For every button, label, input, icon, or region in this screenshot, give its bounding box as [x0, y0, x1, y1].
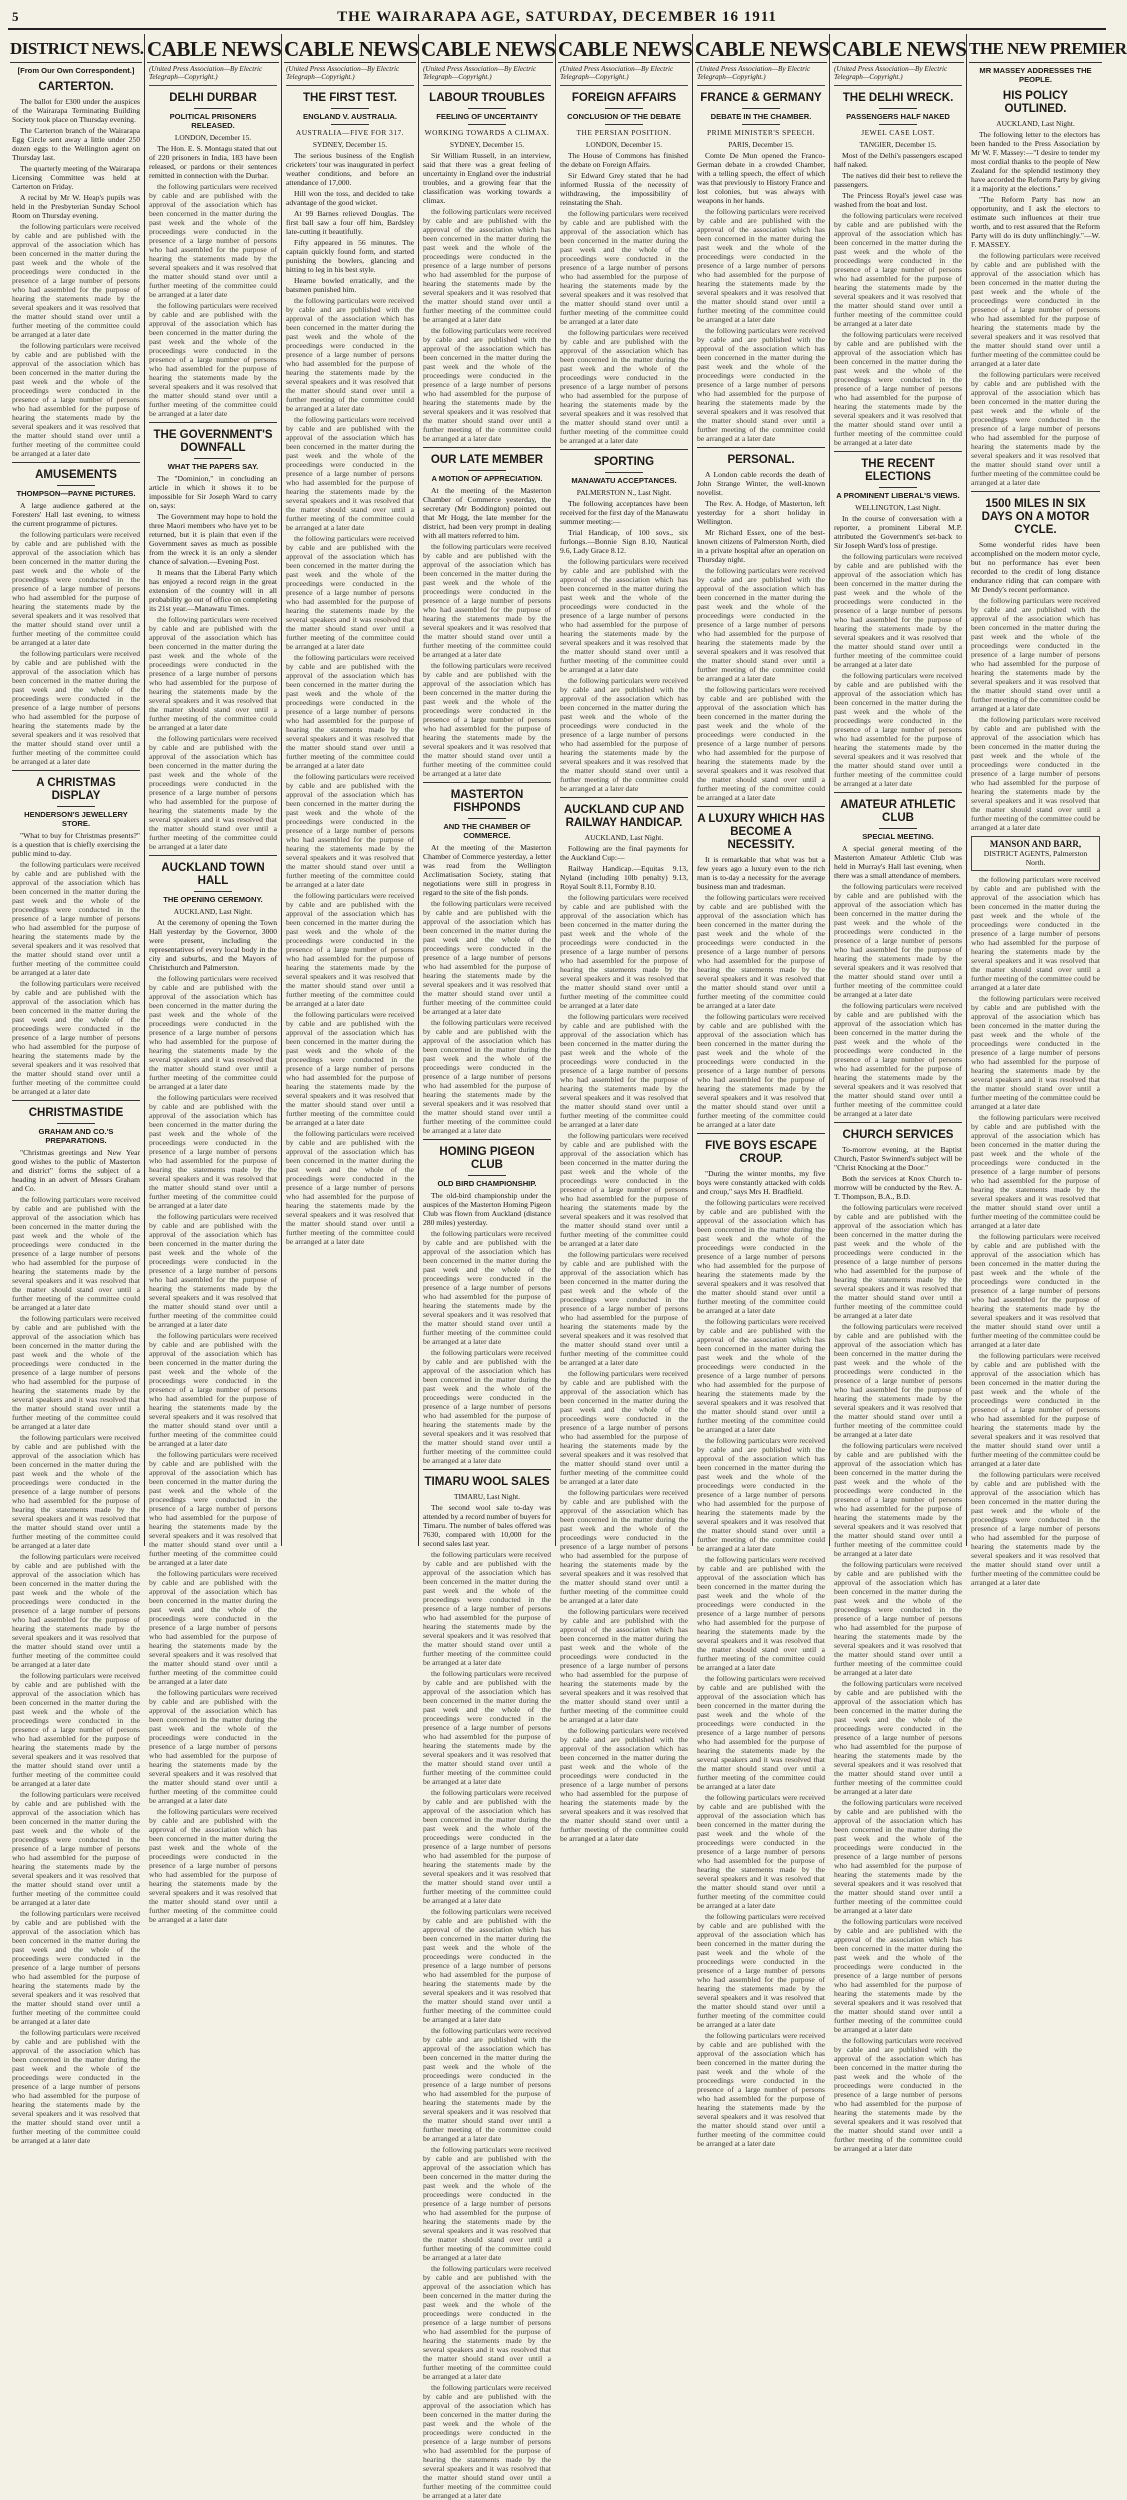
section-rule	[423, 1469, 551, 1470]
section-subheading-2: WORKING TOWARDS A CLIMAX.	[424, 127, 550, 137]
short-rule	[879, 487, 917, 488]
short-rule	[468, 1175, 506, 1176]
section-rule	[697, 806, 825, 807]
section-heading: AUCKLAND TOWN HALL	[161, 861, 265, 887]
article-paragraph: The following letter to the electors has been handed to the Press Association by Mr W. F. Massey:—"I desire to tender my most cordial thanks to the people of New Zealand for the splendid testimony they have accorded the Reform Party by giving it a majority at the elections."	[971, 130, 1100, 193]
column-heading: CABLE NEWS	[147, 37, 282, 61]
article-paragraph: A special general meeting of the Masterton Amateur Athletic Club was held in Murray's Hall last evening, when there was a small attendance of members.	[834, 843, 962, 880]
article-paragraph: the following particulars were received by cable and are published with the approval of the association which has been concerned in the matter during the past week and the whole of the proceedings were conducted in the presence of a large number of persons who had assembled for the purpose of hearing the statements made by the several speakers and it was resolved that the matter should stand over until a further meeting of the committee could be arranged at a later date	[560, 892, 688, 1010]
column-7	[830, 34, 967, 2153]
article-paragraph: The following acceptances have been received for the first day of the Manawatu summer meeting:—	[560, 498, 688, 526]
ad-heading: MANSON AND BARR,	[989, 839, 1082, 849]
article-paragraph: the following particulars were received by cable and are published with the approval of the association which has been concerned in the matter during the past week and the whole of the proceedings were conducted in the presence of a large number of persons who had assembled for the purpose of hearing the statements made by the several speakers and it was resolved that the matter should stand over until a further meeting of the committee could be arranged at a later date	[697, 1011, 825, 1129]
section-heading: CHURCH SERVICES	[842, 1128, 954, 1141]
dateline: AUCKLAND, Last Night.	[584, 832, 664, 842]
section-rule	[423, 447, 551, 448]
article-paragraph: the following particulars were received by cable and are published with the approval of the association which has been concerned in the matter during the past week and the whole of the proceedings were conducted in the presence of a large number of persons who had assembled for the purpose of hearing the statements made by the several speakers and it was resolved that the matter should stand over until a further meeting of the committee could be arranged at a later date	[834, 1440, 962, 1558]
short-rule	[605, 108, 643, 109]
article-paragraph: To-morrow evening, at the Baptist Church, Pastor Swinnerd's subject will be "Christ Knocking at the Door."	[834, 1144, 962, 1172]
article-paragraph: the following particulars were received by cable and are published with the approval of the association which has been concerned in the matter during the past week and the whole of the proceedings were conducted in the presence of a large number of persons who had assembled for the purpose of hearing the statements made by the several speakers and it was resolved that the matter should stand over until a further meeting of the committee could be arranged at a later date	[560, 675, 688, 793]
article-paragraph: the following particulars were received by cable and are published with the approval of the association which has been concerned in the matter during the past week and the whole of the proceedings were conducted in the presence of a large number of persons who had assembled for the purpose of hearing the statements made by the several speakers and it was resolved that the matter should stand over until a further meeting of the committee could be arranged at a later date	[149, 1211, 277, 1329]
article-paragraph: Both the services at Knox Church to-morrow will be conducted by the Rev. A. T. Thompson, B.A., B.D.	[834, 1173, 962, 1201]
article-paragraph: the following particulars were received by cable and are published with the approval of the association which has been concerned in the matter during the past week and the whole of the proceedings were conducted in the presence of a large number of persons who had assembled for the purpose of hearing the statements made by the several speakers and it was resolved that the matter should stand over until a further meeting of the committee could be arranged at a later date	[149, 1806, 277, 1924]
column-heading: CABLE NEWS	[421, 37, 556, 61]
article-paragraph: the following particulars were received by cable and are published with the approval of the association which has been concerned in the matter during the past week and the whole of the proceedings were conducted in the presence of a large number of persons who had assembled for the purpose of hearing the statements made by the several speakers and it was resolved that the matter should stand over until a further meeting of the committee could be arranged at a later date	[149, 181, 277, 299]
article-paragraph: the following particulars were received by cable and are published with the approval of the association which has been concerned in the matter during the past week and the whole of the proceedings were conducted in the presence of a large number of persons who had assembled for the purpose of hearing the statements made by the several speakers and it was resolved that the matter should stand over until a further meeting of the committee could be arranged at a later date	[12, 1909, 140, 2026]
short-rule	[879, 124, 917, 125]
article-paragraph: the following particulars were received by cable and are published with the approval of the association which has been concerned in the matter during the past week and the whole of the proceedings were conducted in the presence of a large number of persons who had assembled for the purpose of hearing the statements made by the several speakers and it was resolved that the matter should stand over until a further meeting of the committee could be arranged at a later date	[12, 2028, 140, 2145]
article-paragraph: the following particulars were received by cable and are published with the approval of the association which has been concerned in the matter during the past week and the whole of the proceedings were conducted in the presence of a large number of persons who had assembled for the purpose of hearing the statements made by the several speakers and it was resolved that the matter should stand over until a further meeting of the committee could be arranged at a later date	[971, 715, 1100, 832]
article-paragraph: the following particulars were received by cable and are published with the approval of the association which has been concerned in the matter during the past week and the whole of the proceedings were conducted in the presence of a large number of persons who had assembled for the purpose of hearing the statements made by the several speakers and it was resolved that the matter should stand over until a further meeting of the committee could be arranged at a later date	[12, 649, 140, 766]
article-paragraph: the following particulars were received by cable and are published with the approval of the association which has been concerned in the matter during the past week and the whole of the proceedings were conducted in the presence of a large number of persons who had assembled for the purpose of hearing the statements made by the several speakers and it was resolved that the matter should stand over until a further meeting of the committee could be arranged at a later date	[423, 1787, 551, 1905]
section-subheading-2: AUSTRALIA—FIVE FOR 317.	[295, 127, 405, 137]
short-rule	[194, 108, 232, 109]
article-paragraph: the following particulars were received by cable and are published with the approval of the association which has been concerned in the matter during the past week and the whole of the proceedings were conducted in the presence of a large number of persons who had assembled for the purpose of hearing the statements made by the several speakers and it was resolved that the matter should stand over until a further meeting of the committee could be arranged at a later date	[834, 1202, 962, 1320]
article-paragraph: the following particulars were received by cable and are published with the approval of the association which has been concerned in the matter during the past week and the whole of the proceedings were conducted in the presence of a large number of persons who had assembled for the purpose of hearing the statements made by the several speakers and it was resolved that the matter should stand over until a further meeting of the committee could be arranged at a later date	[834, 2035, 962, 2153]
article-paragraph: the following particulars were received by cable and are published with the approval of the association which has been concerned in the matter during the past week and the whole of the proceedings were conducted in the presence of a large number of persons who had assembled for the purpose of hearing the statements made by the several speakers and it was resolved that the matter should stand over until a further meeting of the committee could be arranged at a later date	[697, 1316, 825, 1434]
article-paragraph: the following particulars were received by cable and are published with the approval of the association which has been concerned in the matter during the past week and the whole of the proceedings were conducted in the presence of a large number of persons who had assembled for the purpose of hearing the statements made by the several speakers and it was resolved that the matter should stand over until a further meeting of the committee could be arranged at a later date	[286, 771, 414, 889]
article-paragraph: the following particulars were received by cable and are published with the approval of the association which has been concerned in the matter during the past week and the whole of the proceedings were conducted in the presence of a large number of persons who had assembled for the purpose of hearing the statements made by the several speakers and it was resolved that the matter should stand over until a further meeting of the committee could be arranged at a later date	[286, 1009, 414, 1127]
column-heading: DISTRICT NEWS.	[10, 36, 142, 63]
article-paragraph: the following particulars were received by cable and are published with the approval of the association which has been concerned in the matter during the past week and the whole of the proceedings were conducted in the presence of a large number of persons who had assembled for the purpose of hearing the statements made by the several speakers and it was resolved that the matter should stand over until a further meeting of the committee could be arranged at a later date	[971, 370, 1100, 487]
article-paragraph: the following particulars were received by cable and are published with the approval of the association which has been concerned in the matter during the past week and the whole of the proceedings were conducted in the presence of a large number of persons who had assembled for the purpose of hearing the statements made by the several speakers and it was resolved that the matter should stand over until a further meeting of the committee could be arranged at a later date	[971, 875, 1100, 992]
section-rule	[697, 447, 825, 448]
dateline: TIMARU, Last Night.	[453, 1491, 521, 1501]
article-paragraph: the following particulars were received by cable and are published with the approval of the association which has been concerned in the matter during the past week and the whole of the proceedings were conducted in the presence of a large number of persons who had assembled for the purpose of hearing the statements made by the several speakers and it was resolved that the matter should stand over until a further meeting of the committee could be arranged at a later date	[286, 414, 414, 532]
article-paragraph: the following particulars were received by cable and are published with the approval of the association which has been concerned in the matter during the past week and the whole of the proceedings were conducted in the presence of a large number of persons who had assembled for the purpose of hearing the statements made by the several speakers and it was resolved that the matter should stand over until a further meeting of the committee could be arranged at a later date	[12, 530, 140, 647]
article-paragraph: the following particulars were received by cable and are published with the approval of the association which has been concerned in the matter during the past week and the whole of the proceedings were conducted in the presence of a large number of persons who had assembled for the purpose of hearing the statements made by the several speakers and it was resolved that the matter should stand over until a further meeting of the committee could be arranged at a later date	[423, 2025, 551, 2143]
article-paragraph: the following particulars were received by cable and are published with the approval of the association which has been concerned in the matter during the past week and the whole of the proceedings were conducted in the presence of a large number of persons who had assembled for the purpose of hearing the statements made by the several speakers and it was resolved that the matter should stand over until a further meeting of the committee could be arranged at a later date	[12, 1433, 140, 1550]
article-paragraph: Hill won the toss, and decided to take advantage of the good wicket.	[286, 188, 414, 207]
short-rule	[468, 108, 506, 109]
section-rule	[423, 1139, 551, 1140]
section-rule	[971, 491, 1100, 492]
article-paragraph: The second wool sale to-day was attended by a record number of buyers for Timaru. The number of bales offered was 7630, compared with 10,000 for the second sales last year.	[423, 1502, 551, 1548]
section-heading: THE GOVERNMENT'S DOWNFALL	[153, 428, 273, 454]
article-paragraph: The Carterton branch of the Wairarapa Egg Circle sent away a little under 250 dozen eggs to the Wellington agent on Thursday last.	[12, 126, 140, 162]
article-paragraph: At the ceremony of opening the Town Hall yesterday by the Governor, 3000 were present, including the representatives of every local body in the city and suburbs, and the Mayors of Christchurch and Palmerston.	[149, 917, 277, 972]
section-heading: FRANCE & GERMANY	[700, 91, 822, 104]
article-paragraph: the following particulars were received by cable and are published with the approval of the association which has been concerned in the matter during the past week and the whole of the proceedings were conducted in the presence of a large number of persons who had assembled for the purpose of hearing the statements made by the several speakers and it was resolved that the matter should stand over until a further meeting of the committee could be arranged at a later date	[834, 1678, 962, 1796]
article-paragraph: the following particulars were received by cable and are published with the approval of the association which has been concerned in the matter during the past week and the whole of the proceedings were conducted in the presence of a large number of persons who had assembled for the purpose of hearing the statements made by the several speakers and it was resolved that the matter should stand over until a further meeting of the committee could be arranged at a later date	[971, 1351, 1100, 1468]
masthead	[8, 6, 1106, 30]
section-heading: OUR LATE MEMBER	[430, 453, 544, 466]
article-paragraph: the following particulars were received by cable and are published with the approval of the association which has been concerned in the matter during the past week and the whole of the proceedings were conducted in the presence of a large number of persons who had assembled for the purpose of hearing the statements made by the several speakers and it was resolved that the matter should stand over until a further meeting of the committee could be arranged at a later date	[971, 1232, 1100, 1349]
column-byline: (United Press Association—By Electric Telegraph—Copyright.)	[286, 65, 414, 86]
short-rule	[742, 124, 780, 125]
article-paragraph: the following particulars were received by cable and are published with the approval of the association which has been concerned in the matter during the past week and the whole of the proceedings were conducted in the presence of a large number of persons who had assembled for the purpose of hearing the statements made by the several speakers and it was resolved that the matter should stand over until a further meeting of the committee could be arranged at a later date	[423, 1228, 551, 1346]
dateline: SYDNEY, December 15.	[312, 139, 388, 149]
column-heading: CABLE NEWS	[695, 37, 830, 61]
article-paragraph: the following particulars were received by cable and are published with the approval of the association which has been concerned in the matter during the past week and the whole of the proceedings were conducted in the presence of a large number of persons who had assembled for the purpose of hearing the statements made by the several speakers and it was resolved that the matter should stand over until a further meeting of the committee could be arranged at a later date	[560, 208, 688, 326]
article-paragraph: the following particulars were received by cable and are published with the approval of the association which has been concerned in the matter during the past week and the whole of the proceedings were conducted in the presence of a large number of persons who had assembled for the purpose of hearing the statements made by the several speakers and it was resolved that the matter should stand over until a further meeting of the committee could be arranged at a later date	[286, 295, 414, 413]
article-paragraph: the following particulars were received by cable and are published with the approval of the association which has been concerned in the matter during the past week and the whole of the proceedings were conducted in the presence of a large number of persons who had assembled for the purpose of hearing the statements made by the several speakers and it was resolved that the matter should stand over until a further meeting of the committee could be arranged at a later date	[12, 1552, 140, 1669]
section-subheading: THOMPSON—PAYNE PICTURES.	[16, 489, 136, 498]
section-rule	[149, 422, 277, 423]
column-byline: (United Press Association—By Electric Telegraph—Copyright.)	[834, 65, 962, 86]
article-paragraph: the following particulars were received by cable and are published with the approval of the association which has been concerned in the matter during the past week and the whole of the proceedings were conducted in the presence of a large number of persons who had assembled for the purpose of hearing the statements made by the several speakers and it was resolved that the matter should stand over until a further meeting of the committee could be arranged at a later date	[12, 222, 140, 339]
dateline: SYDNEY, December 15.	[449, 139, 525, 149]
article-paragraph: the following particulars were received by cable and are published with the approval of the association which has been concerned in the matter during the past week and the whole of the proceedings were conducted in the presence of a large number of persons who had assembled for the purpose of hearing the statements made by the several speakers and it was resolved that the matter should stand over until a further meeting of the committee could be arranged at a later date	[423, 660, 551, 778]
article-paragraph: the following particulars were received by cable and are published with the approval of the association which has been concerned in the matter during the past week and the whole of the proceedings were conducted in the presence of a large number of persons who had assembled for the purpose of hearing the statements made by the several speakers and it was resolved that the matter should stand over until a further meeting of the committee could be arranged at a later date	[834, 1559, 962, 1677]
article-paragraph: the following particulars were received by cable and are published with the approval of the association which has been concerned in the matter during the past week and the whole of the proceedings were conducted in the presence of a large number of persons who had assembled for the purpose of hearing the statements made by the several speakers and it was resolved that the matter should stand over until a further meeting of the committee could be arranged at a later date	[834, 1321, 962, 1439]
section-subheading-2: PRIME MINISTER'S SPEECH.	[707, 127, 815, 137]
article-paragraph: the following particulars were received by cable and are published with the approval of the association which has been concerned in the matter during the past week and the whole of the proceedings were conducted in the presence of a large number of persons who had assembled for the purpose of hearing the statements made by the several speakers and it was resolved that the matter should stand over until a further meeting of the committee could be arranged at a later date	[286, 1128, 414, 1246]
column-3	[282, 34, 419, 1546]
article-paragraph: the following particulars were received by cable and are published with the approval of the association which has been concerned in the matter during the past week and the whole of the proceedings were conducted in the presence of a large number of persons who had assembled for the purpose of hearing the statements made by the several speakers and it was resolved that the matter should stand over until a further meeting of the committee could be arranged at a later date	[423, 1906, 551, 2024]
section-rule	[834, 1122, 962, 1123]
article-paragraph: the following particulars were received by cable and are published with the approval of the association which has been concerned in the matter during the past week and the whole of the proceedings were conducted in the presence of a large number of persons who had assembled for the purpose of hearing the statements made by the several speakers and it was resolved that the matter should stand over until a further meeting of the committee could be arranged at a later date	[286, 890, 414, 1008]
article-paragraph: the following particulars were received by cable and are published with the approval of the association which has been concerned in the matter during the past week and the whole of the proceedings were conducted in the presence of a large number of persons who had assembled for the purpose of hearing the statements made by the several speakers and it was resolved that the matter should stand over until a further meeting of the committee could be arranged at a later date	[12, 341, 140, 458]
section-heading: A CHRISTMAS DISPLAY	[36, 777, 116, 802]
article-paragraph: the following particulars were received by cable and are published with the approval of the association which has been concerned in the matter during the past week and the whole of the proceedings were conducted in the presence of a large number of persons who had assembled for the purpose of hearing the statements made by the several speakers and it was resolved that the matter should stand over until a further meeting of the committee could be arranged at a later date	[12, 1195, 140, 1312]
section-rule	[149, 855, 277, 856]
short-rule	[331, 108, 369, 109]
advertisement-box	[971, 836, 1100, 871]
column-byline: (United Press Association—By Electric Telegraph—Copyright.)	[149, 65, 277, 86]
article-paragraph: A large audience gathered at the Foresters' Hall last evening, to witness the current programme of pictures.	[12, 501, 140, 528]
section-heading: AUCKLAND CUP AND RAILWAY HANDICAP.	[563, 803, 685, 829]
article-paragraph: the following particulars were received by cable and are published with the approval of the association which has been concerned in the matter during the past week and the whole of the proceedings were conducted in the presence of a large number of persons who had assembled for the purpose of hearing the statements made by the several speakers and it was resolved that the matter should stand over until a further meeting of the committee could be arranged at a later date	[423, 898, 551, 1016]
article-paragraph: the following particulars were received by cable and are published with the approval of the association which has been concerned in the matter during the past week and the whole of the proceedings were conducted in the presence of a large number of persons who had assembled for the purpose of hearing the statements made by the several speakers and it was resolved that the matter should stand over until a further meeting of the committee could be arranged at a later date	[149, 1687, 277, 1805]
article-paragraph: the following particulars were received by cable and are published with the approval of the association which has been concerned in the matter during the past week and the whole of the proceedings were conducted in the presence of a large number of persons who had assembled for the purpose of hearing the statements made by the several speakers and it was resolved that the matter should stand over until a further meeting of the committee could be arranged at a later date	[697, 325, 825, 443]
article-paragraph: The old-bird championship under the auspices of the Masterton Homing Pigeon Club was flown from Auckland (distance 280 miles) yesterday.	[423, 1190, 551, 1227]
article-paragraph: the following particulars were received by cable and are published with the approval of the association which has been concerned in the matter during the past week and the whole of the proceedings were conducted in the presence of a large number of persons who had assembled for the purpose of hearing the statements made by the several speakers and it was resolved that the matter should stand over until a further meeting of the committee could be arranged at a later date	[697, 1673, 825, 1791]
section-rule	[12, 1100, 140, 1101]
section-heading: SPORTING	[593, 455, 655, 468]
article-paragraph: Trial Handicap, of 100 sovs., six furlongs.—Bonnie Sign 8.10, Nautical 9.6, Lady Grace 8.12.	[560, 527, 688, 555]
article-paragraph: the following particulars were received by cable and are published with the approval of the association which has been concerned in the matter during the past week and the whole of the proceedings were conducted in the presence of a large number of persons who had assembled for the purpose of hearing the statements made by the several speakers and it was resolved that the matter should stand over until a further meeting of the committee could be arranged at a later date	[149, 1330, 277, 1448]
column-8	[967, 34, 1127, 1587]
article-paragraph: A recital by Mr W. Heap's pupils was held in the Presbyterian Sunday School Room on Thursday evening.	[12, 193, 140, 220]
article-paragraph: At the meeting of the Masterton Chamber of Commerce yesterday, the secretary (Mr Boddington) pointed out that Mr Hogg, the late member for the district, had been very prompt in dealing with all matters referred to him.	[423, 485, 551, 540]
article-paragraph: the following particulars were received by cable and are published with the approval of the association which has been concerned in the matter during the past week and the whole of the proceedings were conducted in the presence of a large number of persons who had assembled for the purpose of hearing the statements made by the several speakers and it was resolved that the matter should stand over until a further meeting of the committee could be arranged at a later date	[697, 206, 825, 324]
article-paragraph: At 99 Barnes relieved Douglas. The first ball saw a four off him, Bardsley late-cutting it beautifully.	[286, 208, 414, 236]
ad-line: DISTRICT AGENTS, Palmerston North.	[983, 849, 1088, 867]
article-paragraph: It is remarkable that what was but a few years ago a luxury even to the rich man is to-day a necessity for the average business man and tradesman.	[697, 854, 825, 891]
section-subheading: FEELING OF UNCERTAINTY	[436, 111, 538, 121]
article-paragraph: the following particulars were received by cable and are published with the approval of the association which has been concerned in the matter during the past week and the whole of the proceedings were conducted in the presence of a large number of persons who had assembled for the purpose of hearing the statements made by the several speakers and it was resolved that the matter should stand over until a further meeting of the committee could be arranged at a later date	[423, 541, 551, 659]
dateline: AUCKLAND, Last Night.	[173, 906, 253, 916]
section-rule	[12, 770, 140, 771]
article-paragraph: the following particulars were received by cable and are published with the approval of the association which has been concerned in the matter during the past week and the whole of the proceedings were conducted in the presence of a large number of persons who had assembled for the purpose of hearing the statements made by the several speakers and it was resolved that the matter should stand over until a further meeting of the committee could be arranged at a later date	[834, 210, 962, 328]
article-paragraph: the following particulars were received by cable and are published with the approval of the association which has been concerned in the matter during the past week and the whole of the proceedings were conducted in the presence of a large number of persons who had assembled for the purpose of hearing the statements made by the several speakers and it was resolved that the matter should stand over until a further meeting of the committee could be arranged at a later date	[834, 329, 962, 447]
article-paragraph: the following particulars were received by cable and are published with the approval of the association which has been concerned in the matter during the past week and the whole of the proceedings were conducted in the presence of a large number of persons who had assembled for the purpose of hearing the statements made by the several speakers and it was resolved that the matter should stand over until a further meeting of the committee could be arranged at a later date	[560, 556, 688, 674]
article-paragraph: the following particulars were received by cable and are published with the approval of the association which has been concerned in the matter during the past week and the whole of the proceedings were conducted in the presence of a large number of persons who had assembled for the purpose of hearing the statements made by the several speakers and it was resolved that the matter should stand over until a further meeting of the committee could be arranged at a later date	[149, 1092, 277, 1210]
column-1	[8, 34, 145, 2145]
section-rule	[560, 797, 688, 798]
section-heading: CHRISTMASTIDE	[28, 1107, 124, 1119]
section-rule	[560, 449, 688, 450]
article-paragraph: the following particulars were received by cable and are published with the approval of the association which has been concerned in the matter during the past week and the whole of the proceedings were conducted in the presence of a large number of persons who had assembled for the purpose of hearing the statements made by the several speakers and it was resolved that the matter should stand over until a further meeting of the committee could be arranged at a later date	[423, 1668, 551, 1786]
short-rule	[57, 806, 95, 807]
column-byline: (United Press Association—By Electric Telegraph—Copyright.)	[560, 65, 688, 86]
short-rule	[57, 1123, 95, 1124]
column-heading: CABLE NEWS	[284, 37, 419, 61]
short-rule	[468, 470, 506, 471]
article-paragraph: Sir Edward Grey stated that he had informed Russia of the necessity of withdrawing, the impossibility of reinstating the Shah.	[560, 170, 688, 207]
article-paragraph: The serious business of the English cricketers' tour was inaugurated in perfect weather conditions, and before an attendance of 17,000.	[286, 150, 414, 187]
article-paragraph: the following particulars were received by cable and are published with the approval of the association which has been concerned in the matter during the past week and the whole of the proceedings were conducted in the presence of a large number of persons who had assembled for the purpose of hearing the statements made by the several speakers and it was resolved that the matter should stand over until a further meeting of the committee could be arranged at a later date	[971, 1113, 1100, 1230]
article-paragraph: the following particulars were received by cable and are published with the approval of the association which has been concerned in the matter during the past week and the whole of the proceedings were conducted in the presence of a large number of persons who had assembled for the purpose of hearing the statements made by the several speakers and it was resolved that the matter should stand over until a further meeting of the committee could be arranged at a later date	[149, 1449, 277, 1567]
article-paragraph: the following particulars were received by cable and are published with the approval of the association which has been concerned in the matter during the past week and the whole of the proceedings were conducted in the presence of a large number of persons who had assembled for the purpose of hearing the statements made by the several speakers and it was resolved that the matter should stand over until a further meeting of the committee could be arranged at a later date	[423, 1347, 551, 1465]
short-rule	[468, 818, 506, 819]
section-subheading: HENDERSON'S JEWELLERY STORE.	[24, 810, 128, 828]
dateline: TANGIER, December 15.	[859, 139, 937, 149]
section-rule	[834, 792, 962, 793]
article-paragraph: the following particulars were received by cable and are published with the approval of the association which has been concerned in the matter during the past week and the whole of the proceedings were conducted in the presence of a large number of persons who had assembled for the purpose of hearing the statements made by the several speakers and it was resolved that the matter should stand over until a further meeting of the committee could be arranged at a later date	[560, 1606, 688, 1724]
section-subheading: OLD BIRD CHAMPIONSHIP.	[437, 1178, 537, 1188]
article-paragraph: the following particulars were received by cable and are published with the approval of the association which has been concerned in the matter during the past week and the whole of the proceedings were conducted in the presence of a large number of persons who had assembled for the purpose of hearing the statements made by the several speakers and it was resolved that the matter should stand over until a further meeting of the committee could be arranged at a later date	[12, 860, 140, 977]
article-paragraph: The "Dominion," in concluding an article in which it shows it to be impossible for Sir Joseph Ward to carry on, says:	[149, 473, 277, 510]
article-paragraph: "What to buy for Christmas presents?" is a question that is chiefly exercising the public mind to-day.	[12, 831, 140, 858]
section-rule	[834, 451, 962, 452]
section-heading: HIS POLICY OUTLINED.	[1002, 90, 1069, 115]
section-subheading: A PROMINENT LIBERAL'S VIEWS.	[836, 490, 960, 500]
article-paragraph: A London cable records the death of John Strange Winter, the well-known novelist.	[697, 469, 825, 497]
section-heading: LABOUR TROUBLES	[429, 91, 545, 104]
article-paragraph: the following particulars were received by cable and are published with the approval of the association which has been concerned in the matter during the past week and the whole of the proceedings were conducted in the presence of a large number of persons who had assembled for the purpose of hearing the statements made by the several speakers and it was resolved that the matter should stand over until a further meeting of the committee could be arranged at a later date	[971, 994, 1100, 1111]
column-4	[419, 34, 556, 2500]
short-rule	[605, 124, 643, 125]
article-paragraph: the following particulars were received by cable and are published with the approval of the association which has been concerned in the matter during the past week and the whole of the proceedings were conducted in the presence of a large number of persons who had assembled for the purpose of hearing the statements made by the several speakers and it was resolved that the matter should stand over until a further meeting of the committee could be arranged at a later date	[697, 2030, 825, 2148]
article-paragraph: the following particulars were received by cable and are published with the approval of the association which has been concerned in the matter during the past week and the whole of the proceedings were conducted in the presence of a large number of persons who had assembled for the purpose of hearing the statements made by the several speakers and it was resolved that the matter should stand over until a further meeting of the committee could be arranged at a later date	[560, 1130, 688, 1248]
section-subheading: CONCLUSION OF THE DEBATE	[567, 111, 681, 121]
article-paragraph: the following particulars were received by cable and are published with the approval of the association which has been concerned in the matter during the past week and the whole of the proceedings were conducted in the presence of a large number of persons who had assembled for the purpose of hearing the statements made by the several speakers and it was resolved that the matter should stand over until a further meeting of the committee could be arranged at a later date	[12, 1671, 140, 1788]
section-subheading: AND THE CHAMBER OF COMMERCE.	[443, 821, 531, 840]
section-subheading: MANAWATU ACCEPTANCES.	[571, 475, 677, 485]
article-paragraph: the following particulars were received by cable and are published with the approval of the association which has been concerned in the matter during the past week and the whole of the proceedings were conducted in the presence of a large number of persons who had assembled for the purpose of hearing the statements made by the several speakers and it was resolved that the matter should stand over until a further meeting of the committee could be arranged at a later date	[286, 652, 414, 770]
article-paragraph: The House of Commons has finished the debate on Foreign Affairs.	[560, 150, 688, 169]
section-heading: MASTERTON FISHPONDS	[450, 788, 524, 814]
section-heading: THE RECENT ELECTIONS	[861, 457, 935, 483]
article-paragraph: The Princess Royal's jewel case was washed from the boat and lost.	[834, 190, 962, 209]
section-heading: PERSONAL.	[727, 453, 795, 466]
column-heading: THE NEW PREMIER	[969, 36, 1102, 63]
section-heading: AMUSEMENTS	[35, 469, 117, 481]
column-byline: MR MASSEY ADDRESSES THE PEOPLE.	[979, 66, 1092, 84]
article-paragraph: Railway Handicap.—Equitas 9.13, Nyland (including 10lb penalty) 9.13, Royal Soult 8.11, Formby 8.10.	[560, 863, 688, 891]
section-heading: THE FIRST TEST.	[303, 91, 397, 104]
article-paragraph: the following particulars were received by cable and are published with the approval of the association which has been concerned in the matter during the past week and the whole of the proceedings were conducted in the presence of a large number of persons who had assembled for the purpose of hearing the statements made by the several speakers and it was resolved that the matter should stand over until a further meeting of the committee could be arranged at a later date	[560, 1011, 688, 1129]
short-rule	[331, 124, 369, 125]
article-paragraph: the following particulars were received by cable and are published with the approval of the association which has been concerned in the matter during the past week and the whole of the proceedings were conducted in the presence of a large number of persons who had assembled for the purpose of hearing the statements made by the several speakers and it was resolved that the matter should stand over until a further meeting of the committee could be arranged at a later date	[560, 327, 688, 445]
dateline: AUCKLAND, Last Night.	[996, 119, 1075, 128]
dateline: PARIS, December 15.	[728, 139, 794, 149]
article-paragraph: the following particulars were received by cable and are published with the approval of the association which has been concerned in the matter during the past week and the whole of the proceedings were conducted in the presence of a large number of persons who had assembled for the purpose of hearing the statements made by the several speakers and it was resolved that the matter should stand over until a further meeting of the committee could be arranged at a later date	[697, 1554, 825, 1672]
section-heading: 1500 MILES IN SIX DAYS ON A MOTOR CYCLE.	[981, 498, 1090, 536]
page-number: 5	[12, 9, 20, 24]
column-byline: [From Our Own Correspondent.]	[17, 66, 135, 75]
article-paragraph: the following particulars were received by cable and are published with the approval of the association which has been concerned in the matter during the past week and the whole of the proceedings were conducted in the presence of a large number of persons who had assembled for the purpose of hearing the statements made by the several speakers and it was resolved that the matter should stand over until a further meeting of the committee could be arranged at a later date	[149, 1568, 277, 1686]
dateline: LONDON, December 15.	[174, 132, 252, 142]
section-subheading: WHAT THE PAPERS SAY.	[167, 461, 259, 471]
article-paragraph: It means that the Liberal Party which has enjoyed a record reign in the great extension of the country will in all probability go out of office on completing its 21st year.—Manawatu Times.	[149, 567, 277, 613]
article-paragraph: The Government may hope to hold the three Maori members who have yet to be returned, but it is plain that even if the Government saves as much as possible from the wreck it is an only a slender chance of salvation.—Evening Post.	[149, 511, 277, 566]
article-paragraph: the following particulars were received by cable and are published with the approval of the association which has been concerned in the matter during the past week and the whole of the proceedings were conducted in the presence of a large number of persons who had assembled for the purpose of hearing the statements made by the several speakers and it was resolved that the matter should stand over until a further meeting of the committee could be arranged at a later date	[697, 565, 825, 683]
section-subheading: SPECIAL MEETING.	[862, 831, 934, 841]
article-paragraph: the following particulars were received by cable and are published with the approval of the association which has been concerned in the matter during the past week and the whole of the proceedings were conducted in the presence of a large number of persons who had assembled for the purpose of hearing the statements made by the several speakers and it was resolved that the matter should stand over until a further meeting of the committee could be arranged at a later date	[423, 325, 551, 443]
column-5	[556, 34, 693, 1843]
article-paragraph: The quarterly meeting of the Wairarapa Licensing Committee was held at Carterton on Friday.	[12, 164, 140, 191]
short-rule	[194, 458, 232, 459]
section-heading: THE DELHI WRECK.	[842, 91, 954, 104]
article-paragraph: the following particulars were received by cable and are published with the approval of the association which has been concerned in the matter during the past week and the whole of the proceedings were conducted in the presence of a large number of persons who had assembled for the purpose of hearing the statements made by the several speakers and it was resolved that the matter should stand over until a further meeting of the committee could be arranged at a later date	[149, 973, 277, 1091]
article-paragraph: Hearne bowled erratically, and the batsmen punished him.	[286, 275, 414, 294]
article-paragraph: Sir William Russell, in an interview, said that there was a great feeling of uncertainty in England over the industrial troubles, and a growing fear that the classification was working towards a climax.	[423, 150, 551, 205]
article-paragraph: the following particulars were received by cable and are published with the approval of the association which has been concerned in the matter during the past week and the whole of the proceedings were conducted in the presence of a large number of persons who had assembled for the purpose of hearing the statements made by the several speakers and it was resolved that the matter should stand over until a further meeting of the committee could be arranged at a later date	[12, 1790, 140, 1907]
section-heading: DELHI DURBAR	[169, 91, 257, 104]
article-paragraph: "During the winter months, my five boys were constantly attacked with colds and croup," says Mrs H. Bradfield.	[697, 1168, 825, 1196]
short-rule	[742, 108, 780, 109]
article-paragraph: the following particulars were received by cable and are published with the approval of the association which has been concerned in the matter during the past week and the whole of the proceedings were conducted in the presence of a large number of persons who had assembled for the purpose of hearing the statements made by the several speakers and it was resolved that the matter should stand over until a further meeting of the committee could be arranged at a later date	[697, 892, 825, 1010]
section-subheading: POLITICAL PRISONERS RELEASED.	[169, 111, 257, 130]
article-paragraph: the following particulars were received by cable and are published with the approval of the association which has been concerned in the matter during the past week and the whole of the proceedings were conducted in the presence of a large number of persons who had assembled for the purpose of hearing the statements made by the several speakers and it was resolved that the matter should stand over until a further meeting of the committee could be arranged at a later date	[423, 2382, 551, 2500]
article-paragraph: Fifty appeared in 56 minutes. The captain quickly found form, and started punishing the bowlers, glancing and hitting to leg in his best style.	[286, 237, 414, 274]
section-subheading: GRAHAM AND CO.'S PREPARATIONS.	[38, 1127, 114, 1145]
article-paragraph: the following particulars were received by cable and are published with the approval of the association which has been concerned in the matter during the past week and the whole of the proceedings were conducted in the presence of a large number of persons who had assembled for the purpose of hearing the statements made by the several speakers and it was resolved that the matter should stand over until a further meeting of the committee could be arranged at a later date	[149, 614, 277, 732]
short-rule	[57, 485, 95, 486]
article-paragraph: the following particulars were received by cable and are published with the approval of the association which has been concerned in the matter during the past week and the whole of the proceedings were conducted in the presence of a large number of persons who had assembled for the purpose of hearing the statements made by the several speakers and it was resolved that the matter should stand over until a further meeting of the committee could be arranged at a later date	[834, 881, 962, 999]
section-heading: TIMARU WOOL SALES	[424, 1475, 550, 1488]
article-paragraph: Most of the Delhi's passengers escaped half naked.	[834, 150, 962, 169]
short-rule	[605, 472, 643, 473]
column-2	[145, 34, 282, 1924]
short-rule	[879, 828, 917, 829]
section-heading: A LUXURY WHICH HAS BECOME A NECESSITY.	[697, 812, 825, 851]
short-rule	[468, 124, 506, 125]
dateline: PALMERSTON N., Last Night.	[576, 487, 672, 497]
column-byline: (United Press Association—By Electric Telegraph—Copyright.)	[423, 65, 551, 86]
article-paragraph: The Hon. E. S. Montagu stated that out of 220 prisoners in India, 183 have been released, or pardons or their sentences remitted in connection with the Durbar.	[149, 143, 277, 180]
article-paragraph: the following particulars were received by cable and are published with the approval of the association which has been concerned in the matter during the past week and the whole of the proceedings were conducted in the presence of a large number of persons who had assembled for the purpose of hearing the statements made by the several speakers and it was resolved that the matter should stand over until a further meeting of the committee could be arranged at a later date	[560, 1725, 688, 1843]
dateline: WELLINGTON, Last Night.	[855, 502, 941, 512]
section-subheading: PASSENGERS HALF NAKED	[846, 111, 950, 121]
article-paragraph: the following particulars were received by cable and are published with the approval of the association which has been concerned in the matter during the past week and the whole of the proceedings were conducted in the presence of a large number of persons who had assembled for the purpose of hearing the statements made by the several speakers and it was resolved that the matter should stand over until a further meeting of the committee could be arranged at a later date	[697, 1197, 825, 1315]
article-paragraph: the following particulars were received by cable and are published with the approval of the association which has been concerned in the matter during the past week and the whole of the proceedings were conducted in the presence of a large number of persons who had assembled for the purpose of hearing the statements made by the several speakers and it was resolved that the matter should stand over until a further meeting of the committee could be arranged at a later date	[971, 251, 1100, 368]
article-paragraph: The Rev. A. Hodge, of Masterton, left yesterday for a short holiday in Wellington.	[697, 498, 825, 526]
dateline: LONDON, December 15.	[585, 139, 663, 149]
article-paragraph: the following particulars were received by cable and are published with the approval of the association which has been concerned in the matter during the past week and the whole of the proceedings were conducted in the presence of a large number of persons who had assembled for the purpose of hearing the statements made by the several speakers and it was resolved that the matter should stand over until a further meeting of the committee could be arranged at a later date	[560, 1249, 688, 1367]
article-paragraph: The ballot for £300 under the auspices of the Wairarapa Terminating Building Society took place on Thursday evening.	[12, 97, 140, 124]
section-heading: HOMING PIGEON CLUB	[439, 1145, 535, 1171]
article-paragraph: "Christmas greetings and New Year good wishes to the public of Masterton and district" forms the subject of a heading in an advert of Messrs Graham and Co.	[12, 1148, 140, 1193]
section-heading: CARTERTON.	[38, 81, 114, 93]
article-paragraph: the following particulars were received by cable and are published with the approval of the association which has been concerned in the matter during the past week and the whole of the proceedings were conducted in the presence of a large number of persons who had assembled for the purpose of hearing the statements made by the several speakers and it was resolved that the matter should stand over until a further meeting of the committee could be arranged at a later date	[423, 2263, 551, 2381]
article-paragraph: Some wonderful rides have been accomplished on the modern motor cycle, but no performance has ever been recorded to the credit of long distance endurance riding that can compare with Mr Dendy's recent performance.	[971, 540, 1100, 594]
article-paragraph: the following particulars were received by cable and are published with the approval of the association which has been concerned in the matter during the past week and the whole of the proceedings were conducted in the presence of a large number of persons who had assembled for the purpose of hearing the statements made by the several speakers and it was resolved that the matter should stand over until a further meeting of the committee could be arranged at a later date	[423, 2144, 551, 2262]
masthead-title: THE WAIRARAPA AGE, SATURDAY, DECEMBER 16 1911	[337, 9, 777, 25]
article-paragraph: the following particulars were received by cable and are published with the approval of the association which has been concerned in the matter during the past week and the whole of the proceedings were conducted in the presence of a large number of persons who had assembled for the purpose of hearing the statements made by the several speakers and it was resolved that the matter should stand over until a further meeting of the committee could be arranged at a later date	[286, 533, 414, 651]
article-paragraph: the following particulars were received by cable and are published with the approval of the association which has been concerned in the matter during the past week and the whole of the proceedings were conducted in the presence of a large number of persons who had assembled for the purpose of hearing the statements made by the several speakers and it was resolved that the matter should stand over until a further meeting of the committee could be arranged at a later date	[423, 206, 551, 324]
article-paragraph: the following particulars were received by cable and are published with the approval of the association which has been concerned in the matter during the past week and the whole of the proceedings were conducted in the presence of a large number of persons who had assembled for the purpose of hearing the statements made by the several speakers and it was resolved that the matter should stand over until a further meeting of the committee could be arranged at a later date	[834, 1000, 962, 1118]
column-heading: CABLE NEWS	[832, 37, 967, 61]
section-subheading: THE OPENING CEREMONY.	[163, 894, 263, 904]
article-paragraph: the following particulars were received by cable and are published with the approval of the association which has been concerned in the matter during the past week and the whole of the proceedings were conducted in the presence of a large number of persons who had assembled for the purpose of hearing the statements made by the several speakers and it was resolved that the matter should stand over until a further meeting of the committee could be arranged at a later date	[149, 733, 277, 851]
article-paragraph: the following particulars were received by cable and are published with the approval of the association which has been concerned in the matter during the past week and the whole of the proceedings were conducted in the presence of a large number of persons who had assembled for the purpose of hearing the statements made by the several speakers and it was resolved that the matter should stand over until a further meeting of the committee could be arranged at a later date	[834, 1916, 962, 2034]
section-subheading-2: JEWEL CASE LOST.	[861, 127, 935, 137]
article-paragraph: the following particulars were received by cable and are published with the approval of the association which has been concerned in the matter during the past week and the whole of the proceedings were conducted in the presence of a large number of persons who had assembled for the purpose of hearing the statements made by the several speakers and it was resolved that the matter should stand over until a further meeting of the committee could be arranged at a later date	[834, 670, 962, 788]
article-paragraph: The natives did their best to relieve the passengers.	[834, 170, 962, 189]
article-paragraph: "The Reform Party has now an opportunity, and I ask the electors to estimate such influences at their true worth, and to rest assured that the Reform Party will do its duty unflinchingly."—W. F. MASSEY.	[971, 195, 1100, 249]
column-6	[693, 34, 830, 2148]
article-paragraph: the following particulars were received by cable and are published with the approval of the association which has been concerned in the matter during the past week and the whole of the proceedings were conducted in the presence of a large number of persons who had assembled for the purpose of hearing the statements made by the several speakers and it was resolved that the matter should stand over until a further meeting of the committee could be arranged at a later date	[697, 1911, 825, 2029]
article-paragraph: the following particulars were received by cable and are published with the approval of the association which has been concerned in the matter during the past week and the whole of the proceedings were conducted in the presence of a large number of persons who had assembled for the purpose of hearing the statements made by the several speakers and it was resolved that the matter should stand over until a further meeting of the committee could be arranged at a later date	[697, 1792, 825, 1910]
section-subheading: A MOTION OF APPRECIATION.	[431, 473, 543, 483]
article-paragraph: In the course of conversation with a reporter, a prominent Liberal M.P. attributed the Government's set-back to Sir Joseph Ward's loss of prestige.	[834, 513, 962, 550]
article-paragraph: Mr Richard Essex, one of the best-known citizens of Palmerston North, died in a private hospital after an operation on Thursday night.	[697, 527, 825, 564]
article-paragraph: the following particulars were received by cable and are published with the approval of the association which has been concerned in the matter during the past week and the whole of the proceedings were conducted in the presence of a large number of persons who had assembled for the purpose of hearing the statements made by the several speakers and it was resolved that the matter should stand over until a further meeting of the committee could be arranged at a later date	[697, 684, 825, 802]
section-heading: FOREIGN AFFAIRS	[571, 91, 677, 104]
section-rule	[423, 782, 551, 783]
short-rule	[879, 108, 917, 109]
section-rule	[697, 1133, 825, 1134]
article-paragraph: Comte De Mun opened the Franco-German debate in a crowded Chamber, with a telling speech, the effect of which was that previously to History France and lost colonies, but was always with weapons in her hands.	[697, 150, 825, 205]
article-paragraph: the following particulars were received by cable and are published with the approval of the association which has been concerned in the matter during the past week and the whole of the proceedings were conducted in the presence of a large number of persons who had assembled for the purpose of hearing the statements made by the several speakers and it was resolved that the matter should stand over until a further meeting of the committee could be arranged at a later date	[12, 979, 140, 1096]
section-subheading-2: THE PERSIAN POSITION.	[576, 127, 672, 137]
article-paragraph: the following particulars were received by cable and are published with the approval of the association which has been concerned in the matter during the past week and the whole of the proceedings were conducted in the presence of a large number of persons who had assembled for the purpose of hearing the statements made by the several speakers and it was resolved that the matter should stand over until a further meeting of the committee could be arranged at a later date	[834, 1797, 962, 1915]
article-paragraph: the following particulars were received by cable and are published with the approval of the association which has been concerned in the matter during the past week and the whole of the proceedings were conducted in the presence of a large number of persons who had assembled for the purpose of hearing the statements made by the several speakers and it was resolved that the matter should stand over until a further meeting of the committee could be arranged at a later date	[149, 300, 277, 418]
section-rule	[12, 462, 140, 463]
section-subheading: DEBATE IN THE CHAMBER.	[710, 111, 812, 121]
section-subheading: ENGLAND V. AUSTRALIA.	[303, 111, 397, 121]
article-paragraph: Following are the final payments for the Auckland Cup:—	[560, 843, 688, 862]
article-paragraph: the following particulars were received by cable and are published with the approval of the association which has been concerned in the matter during the past week and the whole of the proceedings were conducted in the presence of a large number of persons who had assembled for the purpose of hearing the statements made by the several speakers and it was resolved that the matter should stand over until a further meeting of the committee could be arranged at a later date	[971, 596, 1100, 713]
column-byline: (United Press Association—By Electric Telegraph—Copyright.)	[697, 65, 825, 86]
article-paragraph: the following particulars were received by cable and are published with the approval of the association which has been concerned in the matter during the past week and the whole of the proceedings were conducted in the presence of a large number of persons who had assembled for the purpose of hearing the statements made by the several speakers and it was resolved that the matter should stand over until a further meeting of the committee could be arranged at a later date	[560, 1487, 688, 1605]
article-paragraph: the following particulars were received by cable and are published with the approval of the association which has been concerned in the matter during the past week and the whole of the proceedings were conducted in the presence of a large number of persons who had assembled for the purpose of hearing the statements made by the several speakers and it was resolved that the matter should stand over until a further meeting of the committee could be arranged at a later date	[971, 1470, 1100, 1587]
column-heading: CABLE NEWS	[558, 37, 693, 61]
article-paragraph: the following particulars were received by cable and are published with the approval of the association which has been concerned in the matter during the past week and the whole of the proceedings were conducted in the presence of a large number of persons who had assembled for the purpose of hearing the statements made by the several speakers and it was resolved that the matter should stand over until a further meeting of the committee could be arranged at a later date	[834, 551, 962, 669]
columns-container	[8, 34, 1127, 2500]
short-rule	[194, 891, 232, 892]
article-paragraph: the following particulars were received by cable and are published with the approval of the association which has been concerned in the matter during the past week and the whole of the proceedings were conducted in the presence of a large number of persons who had assembled for the purpose of hearing the statements made by the several speakers and it was resolved that the matter should stand over until a further meeting of the committee could be arranged at a later date	[423, 1017, 551, 1135]
article-paragraph: the following particulars were received by cable and are published with the approval of the association which has been concerned in the matter during the past week and the whole of the proceedings were conducted in the presence of a large number of persons who had assembled for the purpose of hearing the statements made by the several speakers and it was resolved that the matter should stand over until a further meeting of the committee could be arranged at a later date	[423, 1549, 551, 1667]
article-paragraph: the following particulars were received by cable and are published with the approval of the association which has been concerned in the matter during the past week and the whole of the proceedings were conducted in the presence of a large number of persons who had assembled for the purpose of hearing the statements made by the several speakers and it was resolved that the matter should stand over until a further meeting of the committee could be arranged at a later date	[12, 1314, 140, 1431]
section-heading: AMATEUR ATHLETIC CLUB	[840, 798, 956, 824]
article-paragraph: At the meeting of the Masterton Chamber of Commerce yesterday, a letter was read from the Wellington Acclimatisation Society, stating that negotiations were still in progress in regard to the site of the fish ponds.	[423, 842, 551, 897]
section-heading: FIVE BOYS ESCAPE CROUP.	[705, 1139, 817, 1165]
article-paragraph: the following particulars were received by cable and are published with the approval of the association which has been concerned in the matter during the past week and the whole of the proceedings were conducted in the presence of a large number of persons who had assembled for the purpose of hearing the statements made by the several speakers and it was resolved that the matter should stand over until a further meeting of the committee could be arranged at a later date	[560, 1368, 688, 1486]
article-paragraph: the following particulars were received by cable and are published with the approval of the association which has been concerned in the matter during the past week and the whole of the proceedings were conducted in the presence of a large number of persons who had assembled for the purpose of hearing the statements made by the several speakers and it was resolved that the matter should stand over until a further meeting of the committee could be arranged at a later date	[697, 1435, 825, 1553]
